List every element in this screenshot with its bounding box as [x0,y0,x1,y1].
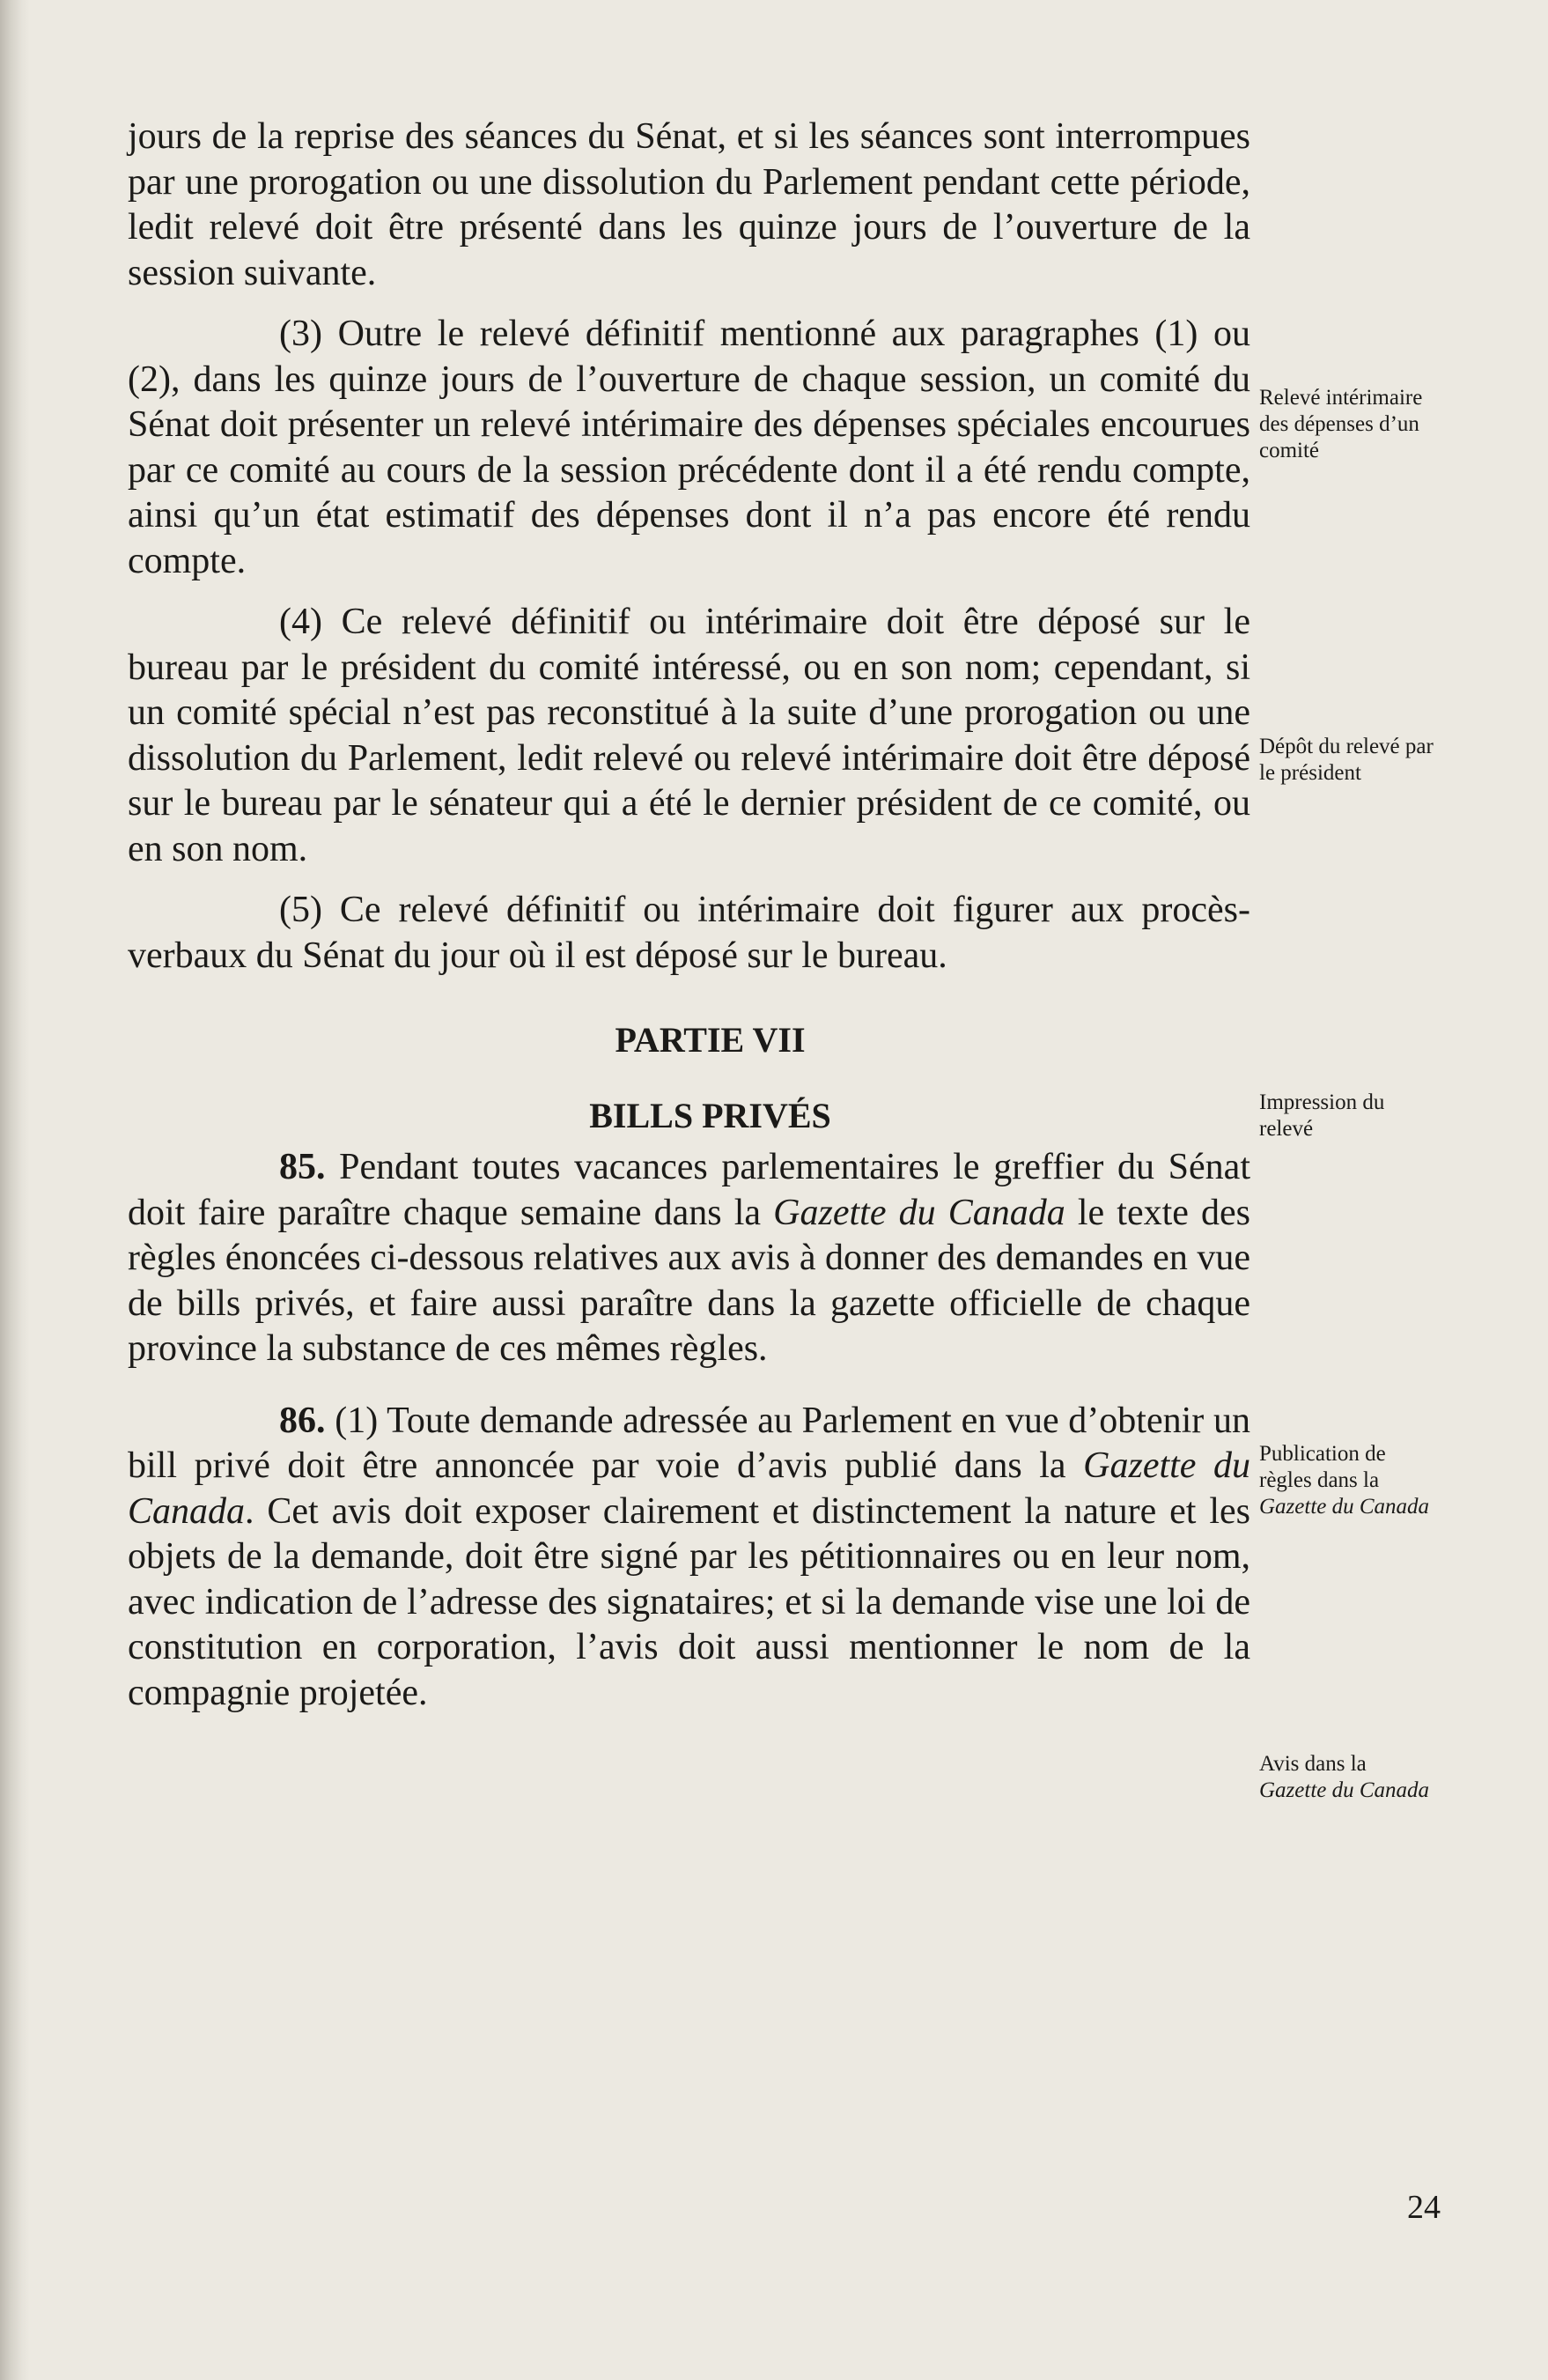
margin-note-notice-text: Avis dans la [1259,1752,1367,1776]
part-subheading: BILLS PRIVÉS [589,1095,831,1135]
margin-note-interim-statement: Relevé intérimaire des dépenses d’un comité [1259,386,1423,462]
paragraph-subsection-5: (5) Ce relevé définitif ou intérimaire doit figurer aux procès-verbaux du Sénat du jour où il est déposé sur le bureau. [128,890,1250,976]
rule-86-number: 86. [279,1400,326,1441]
rule-85-text-b: le texte des règles énoncées ci-dessous relatives aux avis à donner des demandes en vue de bills privés, et faire aussi paraître dans la gazette officielle de chaque province la substance de ces mêmes règles. [128,1192,1251,1369]
part-heading: PARTIE VII [615,1020,806,1060]
main-text-column [128,115,1250,1716]
rule-85 [128,1145,1250,1372]
margin-note-publication-rules [1259,1441,1435,1520]
margin-note-notice-gazette-title: Gazette du Canada [1259,1778,1430,1802]
rule-86-text-b: . Cet avis doit exposer clairement et distinctement la nature et les objets de la demande, doit être signé par les pétitionnaires ou en leur nom, avec indication de l’adresse des signataires; et si la demande vise une loi de constitution en corporation, l’avis doit aussi mentionner le nom de la compagnie projetée. [128,1490,1250,1713]
page-binding-shadow [0,0,30,2380]
paragraph-subsection-4: (4) Ce relevé définitif ou intérimaire doit être déposé sur le bureau par le président du comité intéressé, ou en son nom; cependant, si un comité spécial n’est pas reconstitué à la suite d’une prorogation ou une dissolution du Parlement, ledit relevé ou relevé intérimaire doit être déposé sur le bureau par le sénateur qui a été le dernier président de ce comité, ou en son nom. [128,602,1250,869]
paragraph-continuation: jours de la reprise des séances du Sénat, et si les séances sont interrompues par une prorogation ou une dissolution du Parlement pendant cette période, ledit relevé doit être présenté dans les quinze jours de l’ouverture de la session suivante. [128,116,1250,293]
margin-note-tabling: Dépôt du relevé par le président [1259,735,1434,785]
rule-86-gazette-title: Gazette du Canada [128,1445,1250,1532]
rule-85-gazette-title: Gazette du Canada [773,1192,1065,1233]
paragraph-subsection-3: (3) Outre le relevé définitif mentionné aux paragraphes (1) ou (2), dans les quinze jours de l’ouverture de chaque session, un comité du Sénat doit présenter un relevé intérimaire des dépenses spéciales encourues par ce comité au cours de la session précédente dont il a été rendu compte, ainsi qu’un état estimatif des dépenses dont il n’a pas encore été rendu compte. [128,314,1250,581]
rule-86-text-a: (1) Toute demande adressée au Parlement en vue d’obtenir un bill privé doit être annoncée par voie d’avis publié dans la [128,1400,1250,1486]
rule-85-text-a: Pendant toutes vacances parlementaires le greffier du Sénat doit faire paraître chaque semaine dans la [128,1147,1250,1233]
margin-note-notice-gazette [1259,1751,1435,1804]
rule-86 [128,1399,1250,1717]
rule-85-number: 85. [279,1147,326,1187]
margin-note-printing: Impression du relevé [1259,1090,1385,1141]
page-number: 24 [1407,2189,1441,2226]
margin-note-publication-text: Publication de règles dans la [1259,1442,1386,1492]
margin-note-publication-gazette: Gazette du Canada [1259,1495,1430,1519]
